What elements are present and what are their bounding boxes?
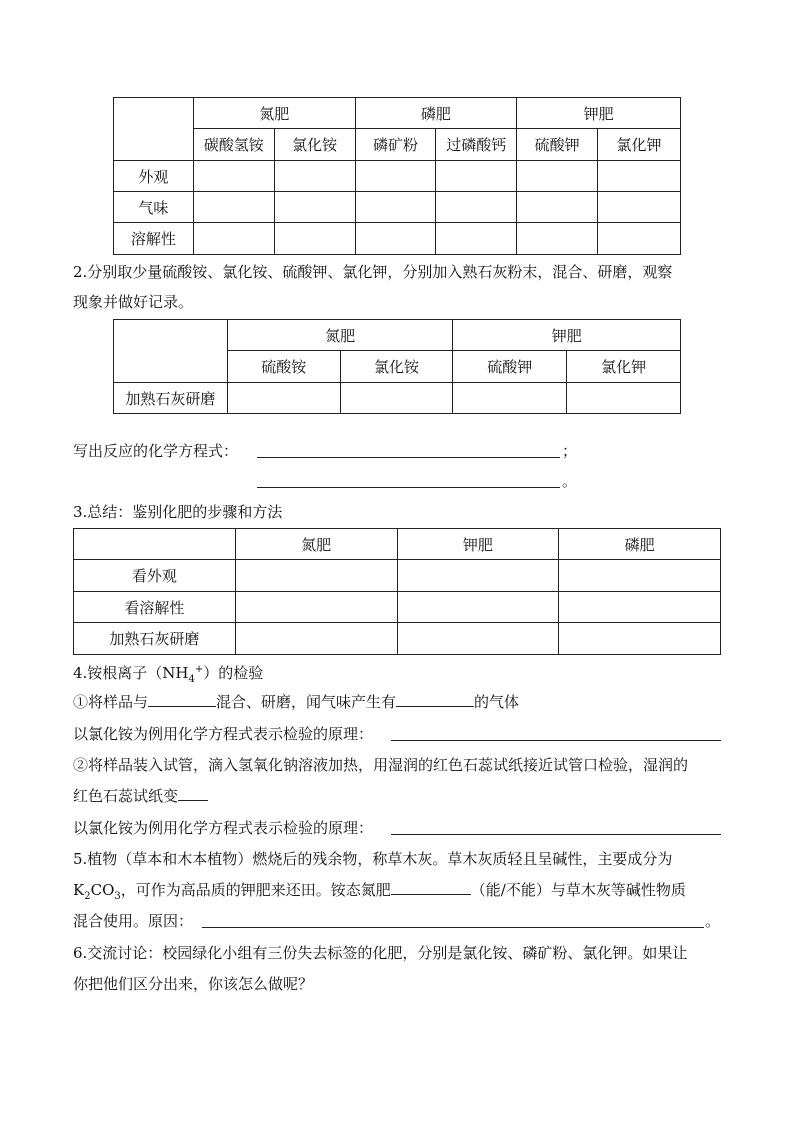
answer-cell[interactable] (517, 161, 598, 192)
equation-blank-1[interactable] (257, 457, 560, 458)
corner-cell (114, 320, 228, 383)
answer-cell[interactable] (397, 560, 559, 592)
row-label: 加熟石灰研磨 (114, 383, 228, 414)
answer-cell[interactable] (559, 592, 721, 623)
group-header: 氮肥 (193, 98, 355, 129)
q4-principle-2: 以氯化铵为例用化学方程式表示检验的原理： (73, 819, 374, 837)
answer-cell[interactable] (517, 192, 598, 223)
answer-cell[interactable] (193, 192, 274, 223)
answer-cell[interactable] (274, 192, 355, 223)
row-label: 溶解性 (114, 223, 194, 255)
answer-cell[interactable] (193, 161, 274, 192)
corner-cell (74, 529, 236, 560)
principle-blank-1[interactable] (391, 740, 721, 741)
row-label: 气味 (114, 192, 194, 223)
can-cannot-blank[interactable] (391, 880, 471, 895)
answer-cell[interactable] (235, 592, 397, 623)
answer-cell[interactable] (397, 623, 559, 655)
item-header: 氯化钾 (567, 351, 681, 383)
q4-principle-1: 以氯化铵为例用化学方程式表示检验的原理： (73, 725, 374, 743)
identification-summary-table (73, 528, 721, 655)
q2-line2: 现象并做好记录。 (73, 293, 194, 311)
q5-formula-sub2: 3 (114, 891, 121, 902)
answer-cell[interactable] (340, 383, 453, 414)
q4-title-pre: 4.铵根离子（NH (73, 664, 189, 682)
answer-cell[interactable] (436, 161, 517, 192)
item-header: 硫酸钾 (453, 351, 567, 383)
q4-step2-line2-text: 红色石蕊试纸变 (73, 787, 179, 805)
q3-title: 3.总结：鉴别化肥的步骤和方法 (73, 503, 283, 521)
item-header: 氯化铵 (340, 351, 453, 383)
answer-cell[interactable] (559, 560, 721, 592)
q4-step1-a: ①将样品与 (73, 693, 149, 711)
q5-formula-sub1: 2 (84, 891, 91, 902)
answer-cell[interactable] (274, 161, 355, 192)
answer-cell[interactable] (235, 623, 397, 655)
answer-cell[interactable] (517, 223, 598, 255)
color-blank[interactable] (178, 786, 208, 801)
row-label: 看溶解性 (74, 592, 236, 623)
row-label: 看外观 (74, 560, 236, 592)
reason-blank[interactable] (202, 927, 704, 928)
answer-cell[interactable] (355, 223, 436, 255)
q5-formula-co: CO (90, 881, 115, 899)
item-header: 过磷酸钙 (436, 129, 517, 161)
q4-title-post: ）的检验 (203, 664, 264, 682)
answer-cell[interactable] (227, 383, 340, 414)
q6-line1: 6.交流讨论：校园绿化小组有三份失去标签的化肥，分别是氯化铵、磷矿粉、氯化钾。如果让 (73, 944, 688, 962)
answer-cell[interactable] (453, 383, 567, 414)
answer-cell[interactable] (274, 223, 355, 255)
equation-label: 写出反应的化学方程式： (73, 442, 239, 460)
q5-line2-b: （能/不能）与草木灰等碱性物质 (470, 881, 686, 899)
answer-cell[interactable] (235, 560, 397, 592)
lime-grinding-table (113, 319, 681, 414)
answer-cell[interactable] (598, 161, 681, 192)
answer-cell[interactable] (436, 223, 517, 255)
q4-title (73, 660, 263, 690)
q6-line2: 你把他们区分出来，你该怎么做呢？ (73, 975, 314, 993)
q4-step2-line2 (73, 786, 208, 806)
answer-cell[interactable] (397, 592, 559, 623)
row-label: 外观 (114, 161, 194, 192)
q4-title-sub: 4 (188, 674, 195, 685)
fertilizer-observation-table (113, 97, 681, 255)
q5-line2-a: ，可作为高品质的钾肥来还田。铵态氮肥 (120, 881, 391, 899)
gas-blank[interactable] (396, 692, 474, 707)
principle-blank-2[interactable] (391, 834, 721, 835)
q4-step1 (73, 692, 519, 712)
q5-line2 (73, 880, 686, 907)
q4-step2-line1: ②将样品装入试管，滴入氢氧化钠溶液加热，用湿润的红色石蕊试纸接近试管口检验，湿润的 (73, 756, 689, 774)
item-header: 碳酸氢铵 (193, 129, 274, 161)
equation-blank-2[interactable] (257, 487, 560, 488)
item-header: 硫酸铵 (227, 351, 340, 383)
q4-step1-c: 的气体 (474, 693, 520, 711)
q4-step1-b: 混合、研磨，闻气味产生有 (216, 693, 397, 711)
item-header: 氯化钾 (598, 129, 681, 161)
item-header: 磷矿粉 (355, 129, 436, 161)
q5-line1: 5.植物（草本和木本植物）燃烧后的残余物，称草木灰。草木灰质轻且呈碱性，主要成分为 (73, 850, 673, 868)
answer-cell[interactable] (598, 223, 681, 255)
row-label: 加熟石灰研磨 (74, 623, 236, 655)
q4-title-sup: + (194, 664, 204, 675)
answer-cell[interactable] (193, 223, 274, 255)
q5-formula-k: K (73, 881, 85, 899)
column-header: 磷肥 (559, 529, 721, 560)
equation-end-1: ； (562, 442, 578, 460)
answer-cell[interactable] (436, 192, 517, 223)
reagent-blank[interactable] (148, 692, 216, 707)
equation-end-2: 。 (562, 472, 578, 490)
q2-line1: 2.分别取少量硫酸铵、氯化铵、硫酸钾、氯化钾，分别加入熟石灰粉末，混合、研磨，观察 (73, 263, 673, 281)
group-header: 钾肥 (453, 320, 681, 351)
q5-line3-end: 。 (705, 912, 721, 930)
answer-cell[interactable] (355, 161, 436, 192)
item-header: 硫酸钾 (517, 129, 598, 161)
answer-cell[interactable] (598, 192, 681, 223)
answer-cell[interactable] (559, 623, 721, 655)
group-header: 钾肥 (517, 98, 681, 129)
column-header: 氮肥 (235, 529, 397, 560)
item-header: 氯化铵 (274, 129, 355, 161)
q5-line3 (73, 911, 193, 931)
group-header: 氮肥 (227, 320, 453, 351)
corner-cell (114, 98, 194, 161)
column-header: 钾肥 (397, 529, 559, 560)
answer-cell[interactable] (355, 192, 436, 223)
answer-cell[interactable] (567, 383, 681, 414)
q5-line3-a: 混合使用。原因： (73, 912, 194, 930)
group-header: 磷肥 (355, 98, 517, 129)
